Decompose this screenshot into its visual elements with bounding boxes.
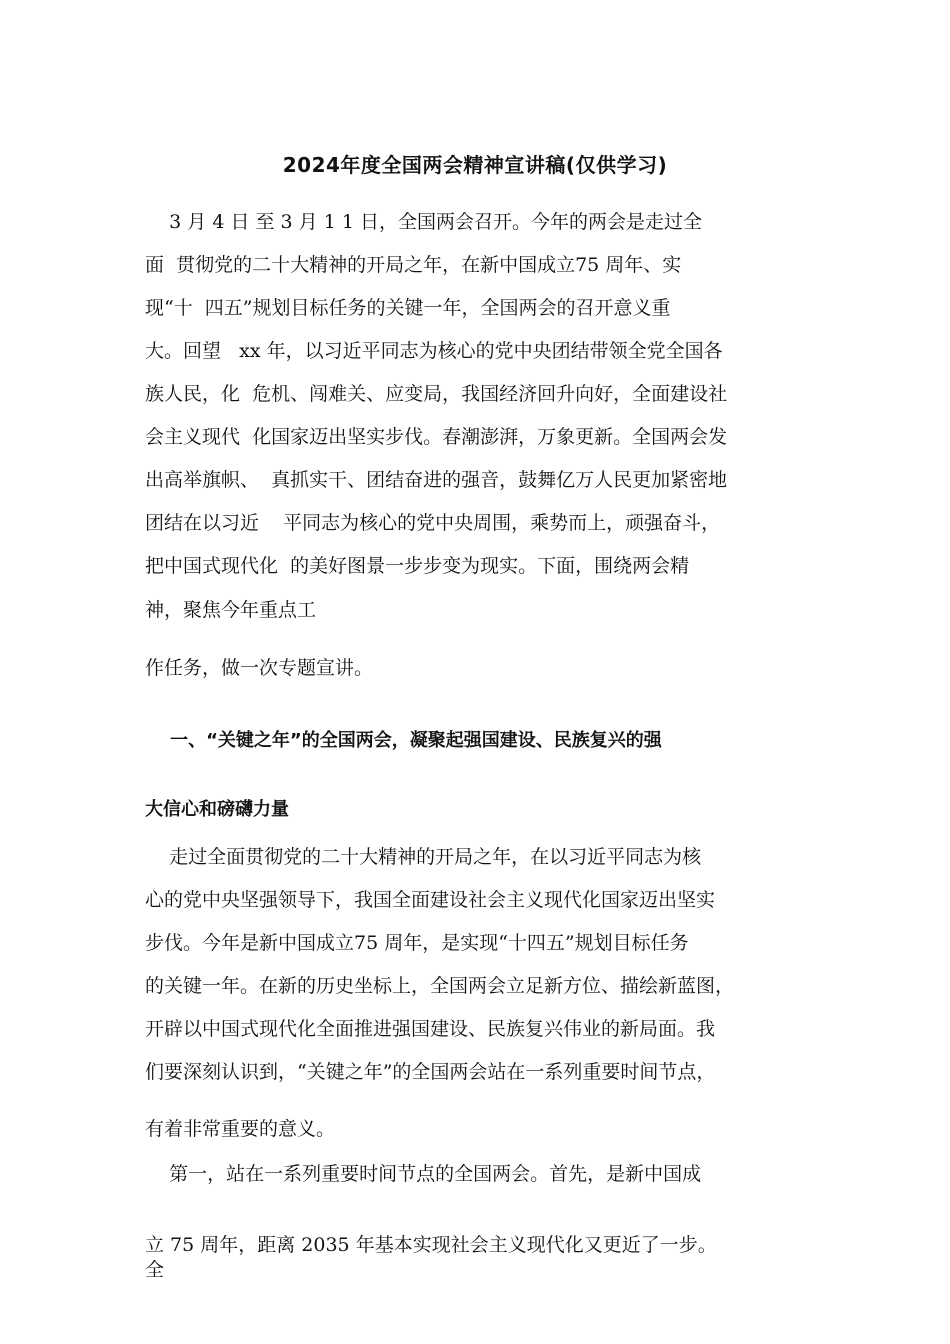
paragraph-line: 团结在以习近 平同志为核心的党中央周围，乘势而上，顽强奋斗，	[145, 512, 721, 534]
paragraph-line: 3 月 4 日 至 3 月 1 1 日，全国两会召开。今年的两会是走过全	[145, 211, 702, 233]
paragraph-line: 会主义现代 化国家迈出坚实步伐。春潮澎湃，万象更新。全国两会发	[145, 426, 728, 448]
paragraph-line: 神，聚焦今年重点工	[145, 599, 317, 621]
paragraph-line: 面 贯彻党的二十大精神的开局之年，在新中国成立75 周年、实	[145, 254, 682, 276]
paragraph-line: 们要深刻认识到，“关键之年”的全国两会站在一系列重要时间节点，	[145, 1061, 716, 1083]
paragraph-line: 全	[145, 1259, 165, 1281]
paragraph-line: 立 75 周年，距离 2035 年基本实现社会主义现代化又更近了一步。	[145, 1234, 717, 1256]
paragraph-line: 把中国式现代化 的美好图景一步步变为现实。下面，围绕两会精	[145, 555, 690, 577]
paragraph-line: 大。回望 xx 年，以习近平同志为核心的党中央团结带领全党全国各	[145, 340, 723, 362]
document-title: 2024年度全国两会精神宣讲稿(仅供学习)	[282, 153, 668, 177]
paragraph-line: 作任务，做一次专题宣讲。	[145, 657, 374, 679]
paragraph-line: 的关键一年。在新的历史坐标上，全国两会立足新方位、描绘新蓝图，	[145, 975, 735, 997]
paragraph-line: 走过全面贯彻党的二十大精神的开局之年，在以习近平同志为核	[145, 846, 702, 868]
paragraph-line: 第一，站在一系列重要时间节点的全国两会。首先，是新中国成	[145, 1163, 702, 1185]
section-heading-line: 大信心和磅礴力量	[145, 799, 289, 820]
paragraph-line: 心的党中央坚强领导下，我国全面建设社会主义现代化国家迈出坚实	[145, 889, 716, 911]
section-heading-line: 一、“关键之年”的全国两会，凝聚起强国建设、民族复兴的强	[145, 730, 662, 751]
paragraph-line: 步伐。今年是新中国成立75 周年，是实现“十四五”规划目标任务	[145, 932, 689, 954]
paragraph-line: 出高举旗帜、 真抓实干、团结奋进的强音，鼓舞亿万人民更加紧密地	[145, 469, 728, 491]
paragraph-line: 开辟以中国式现代化全面推进强国建设、民族复兴伟业的新局面。我	[145, 1018, 716, 1040]
paragraph-line: 族人民，化 危机、闯难关、应变局，我国经济回升向好，全面建设社	[145, 383, 728, 405]
paragraph-line: 现“十 四五”规划目标任务的关键一年，全国两会的召开意义重	[145, 297, 671, 319]
paragraph-line: 有着非常重要的意义。	[145, 1118, 336, 1140]
